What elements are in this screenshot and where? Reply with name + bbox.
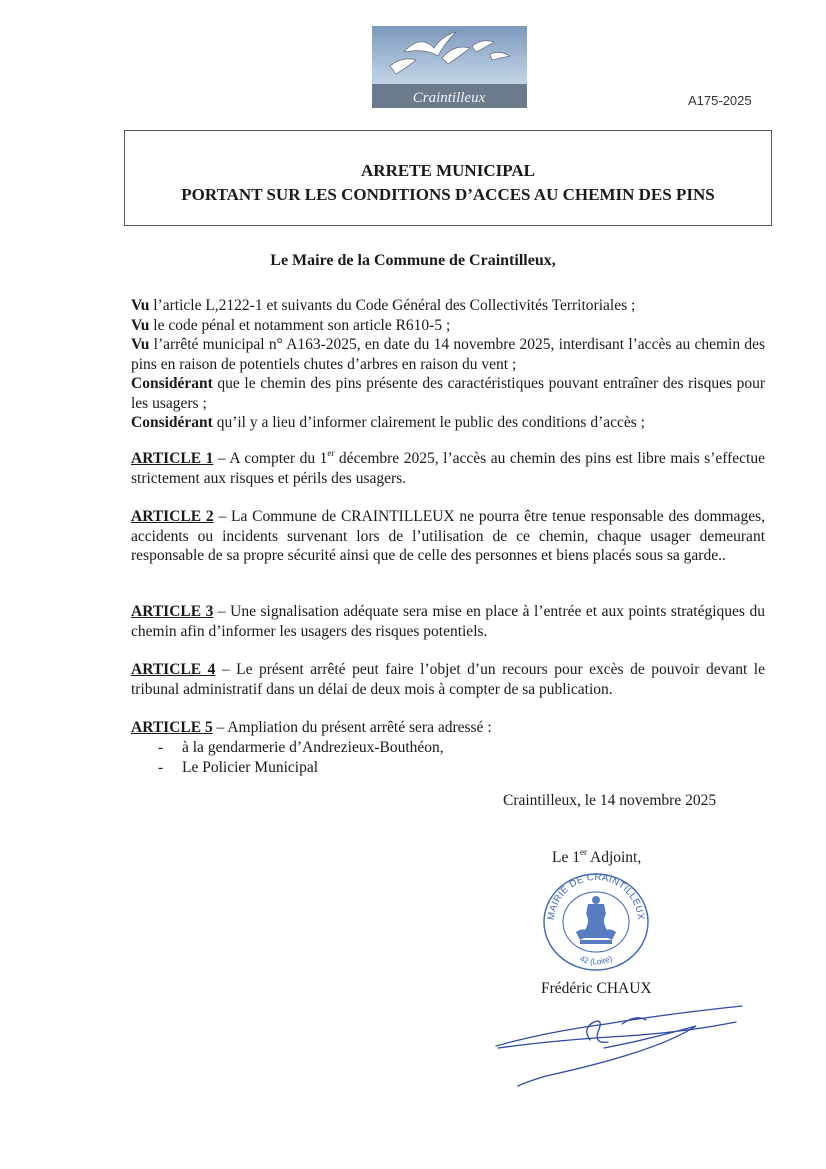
town-logo bbox=[372, 26, 527, 108]
article-3: ARTICLE 3 – Une signalisation adéquate sera mise en place à l’entrée et aux points stratégiques du chemin afin d’informer les usagers des risques potentiels. bbox=[131, 603, 765, 640]
svg-text:42 (Loire) bbox=[579, 954, 614, 966]
seal-top-text: MAIRIE DE CRAINTILLEUX bbox=[545, 871, 647, 921]
title-box bbox=[124, 130, 772, 226]
article-4: ARTICLE 4 – Le présent arrêté peut faire l’objet d’un recours pour excès de pouvoir devant le tribunal administratif dans un délai de deux mois à compter de sa publication. bbox=[131, 661, 765, 698]
authority-heading: Le Maire de la Commune de Craintilleux, bbox=[270, 252, 556, 269]
list-item: - Le Policier Municipal bbox=[158, 759, 319, 776]
article-label: ARTICLE 3 bbox=[131, 603, 214, 620]
article-label: ARTICLE 4 bbox=[131, 661, 216, 678]
official-seal bbox=[540, 870, 652, 974]
signatory-name: Frédéric CHAUX bbox=[541, 980, 652, 997]
visa-line: Considérant que le chemin des pins présente des caractéristiques pouvant entraîner des risques pour les usagers ; bbox=[131, 375, 765, 412]
article-label: ARTICLE 2 bbox=[131, 508, 214, 525]
seal-bottom-text: 42 (Loire) bbox=[578, 954, 614, 967]
visa-line: Vu l’arrêté municipal n° A163-2025, en date du 14 novembre 2025, interdisant l’accès au chemin des pins en raison de potentiels chutes d’arbres en raison du vent ; bbox=[131, 336, 765, 373]
article-5: ARTICLE 5 – Ampliation du présent arrêté sera adressé : bbox=[131, 719, 492, 736]
recipients-list bbox=[158, 738, 444, 778]
title-line-2: PORTANT SUR LES CONDITIONS D’ACCES AU CHEMIN DES PINS bbox=[181, 185, 715, 204]
article-label: ARTICLE 5 bbox=[131, 719, 213, 736]
article-2: ARTICLE 2 – La Commune de CRAINTILLEUX ne pourra être tenue responsable des dommages, accidents ou incidents survenant lors de l’utilisation de ce chemin, chaque usager demeurant responsable de sa propre sécurité ainsi que de celle des personnes et biens placés sous sa garde.. bbox=[131, 508, 765, 564]
place-date: Craintilleux, le 14 novembre 2025 bbox=[503, 792, 717, 809]
visa-line: Vu l’article L,2122-1 et suivants du Code Général des Collectivités Territoriales ; bbox=[131, 297, 636, 314]
handwritten-signature bbox=[486, 996, 748, 1088]
visa-line: Vu le code pénal et notamment son article R610-5 ; bbox=[131, 316, 451, 334]
document-reference: A175-2025 bbox=[688, 93, 752, 108]
coat-of-arms-icon bbox=[576, 896, 616, 944]
title-line-1: ARRETE MUNICIPAL bbox=[361, 161, 535, 180]
visas-block bbox=[131, 296, 765, 433]
article-label: ARTICLE 1 bbox=[131, 450, 214, 467]
list-item: - à la gendarmerie d’Andrezieux-Bouthéon, bbox=[158, 739, 444, 756]
signatory-role: Le 1er Adjoint, bbox=[552, 846, 642, 866]
visa-line: Considérant qu’il y a lieu d’informer clairement le public des conditions d’accès ; bbox=[131, 414, 645, 431]
logo-text: Craintilleux bbox=[412, 90, 486, 106]
article-1: ARTICLE 1 – A compter du 1er décembre 2025, l’accès au chemin des pins est libre mais s’effectue strictement aux risques et périls des usagers. bbox=[131, 447, 765, 487]
